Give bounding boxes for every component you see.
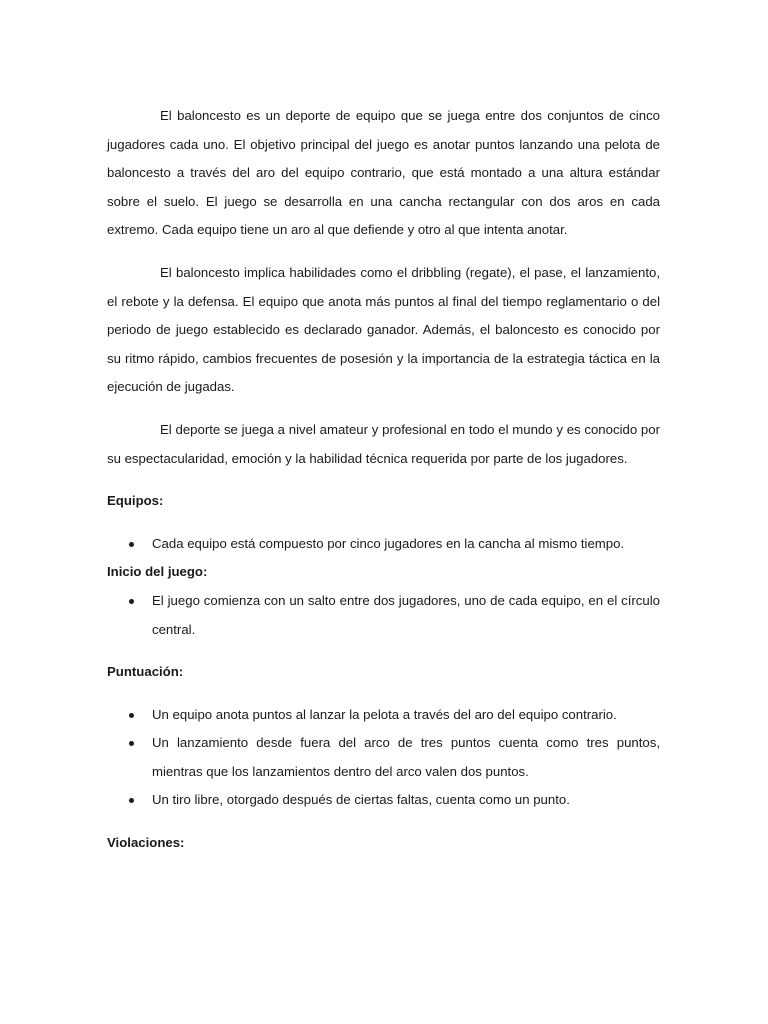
bullet-icon [129, 741, 134, 746]
intro-paragraph-1: El baloncesto es un deporte de equipo que se juega entre dos conjuntos de cinco jugadores cada uno. El objetivo principal del juego es anotar puntos lanzando una pelota de baloncesto a través del aro del equipo contrario, que está montado a una altura estándar sobre el suelo. El juego se desarrolla en una cancha rectangular con dos aros en cada extremo. Cada equipo tiene un aro al que defiende y otro al que intenta anotar. [107, 108, 660, 238]
bullet-icon [129, 798, 134, 803]
list-puntuacion [107, 701, 660, 815]
list-item-text: Cada equipo está compuesto por cinco jugadores en la cancha al mismo tiempo. [152, 535, 625, 551]
list-item-text: Un tiro libre, otorgado después de ciertas faltas, cuenta como un punto. [152, 792, 570, 808]
bullet-icon [129, 599, 134, 604]
document-page [107, 102, 660, 858]
intro-paragraph-2: El baloncesto implica habilidades como el dribbling (regate), el pase, el lanzamiento, el rebote y la defensa. El equipo que anota más puntos al final del tiempo reglamentario o del periodo de juego establecido es declarado ganador. Además, el baloncesto es conocido por su ritmo rápido, cambios frecuentes de posesión y la importancia de la estrategia táctica en la ejecución de jugadas. [107, 264, 660, 395]
list-equipos [107, 530, 660, 559]
list-item [107, 530, 660, 559]
list-item [107, 701, 660, 730]
list-item [107, 587, 660, 644]
list-item-text: Un lanzamiento desde fuera del arco de tres puntos cuenta como tres puntos, mientras que los lanzamientos dentro del arco valen dos puntos. [152, 735, 660, 779]
intro-paragraph-3: El deporte se juega a nivel amateur y profesional en todo el mundo y es conocido por su espectacularidad, emoción y la habilidad técnica requerida por parte de los jugadores. [107, 421, 660, 466]
heading-equipos: Equipos: [107, 493, 164, 509]
heading-violaciones: Violaciones: [107, 835, 185, 851]
heading-puntuacion: Puntuación: [107, 664, 184, 680]
heading-inicio-del-juego: Inicio del juego: [107, 564, 208, 580]
list-item [107, 786, 660, 815]
bullet-icon [129, 542, 134, 547]
list-item [107, 729, 660, 786]
list-item-text: El juego comienza con un salto entre dos jugadores, uno de cada equipo, en el círculo central. [152, 592, 660, 637]
bullet-icon [129, 713, 134, 718]
list-inicio [107, 587, 660, 644]
list-item-text: Un equipo anota puntos al lanzar la pelota a través del aro del equipo contrario. [152, 706, 617, 722]
